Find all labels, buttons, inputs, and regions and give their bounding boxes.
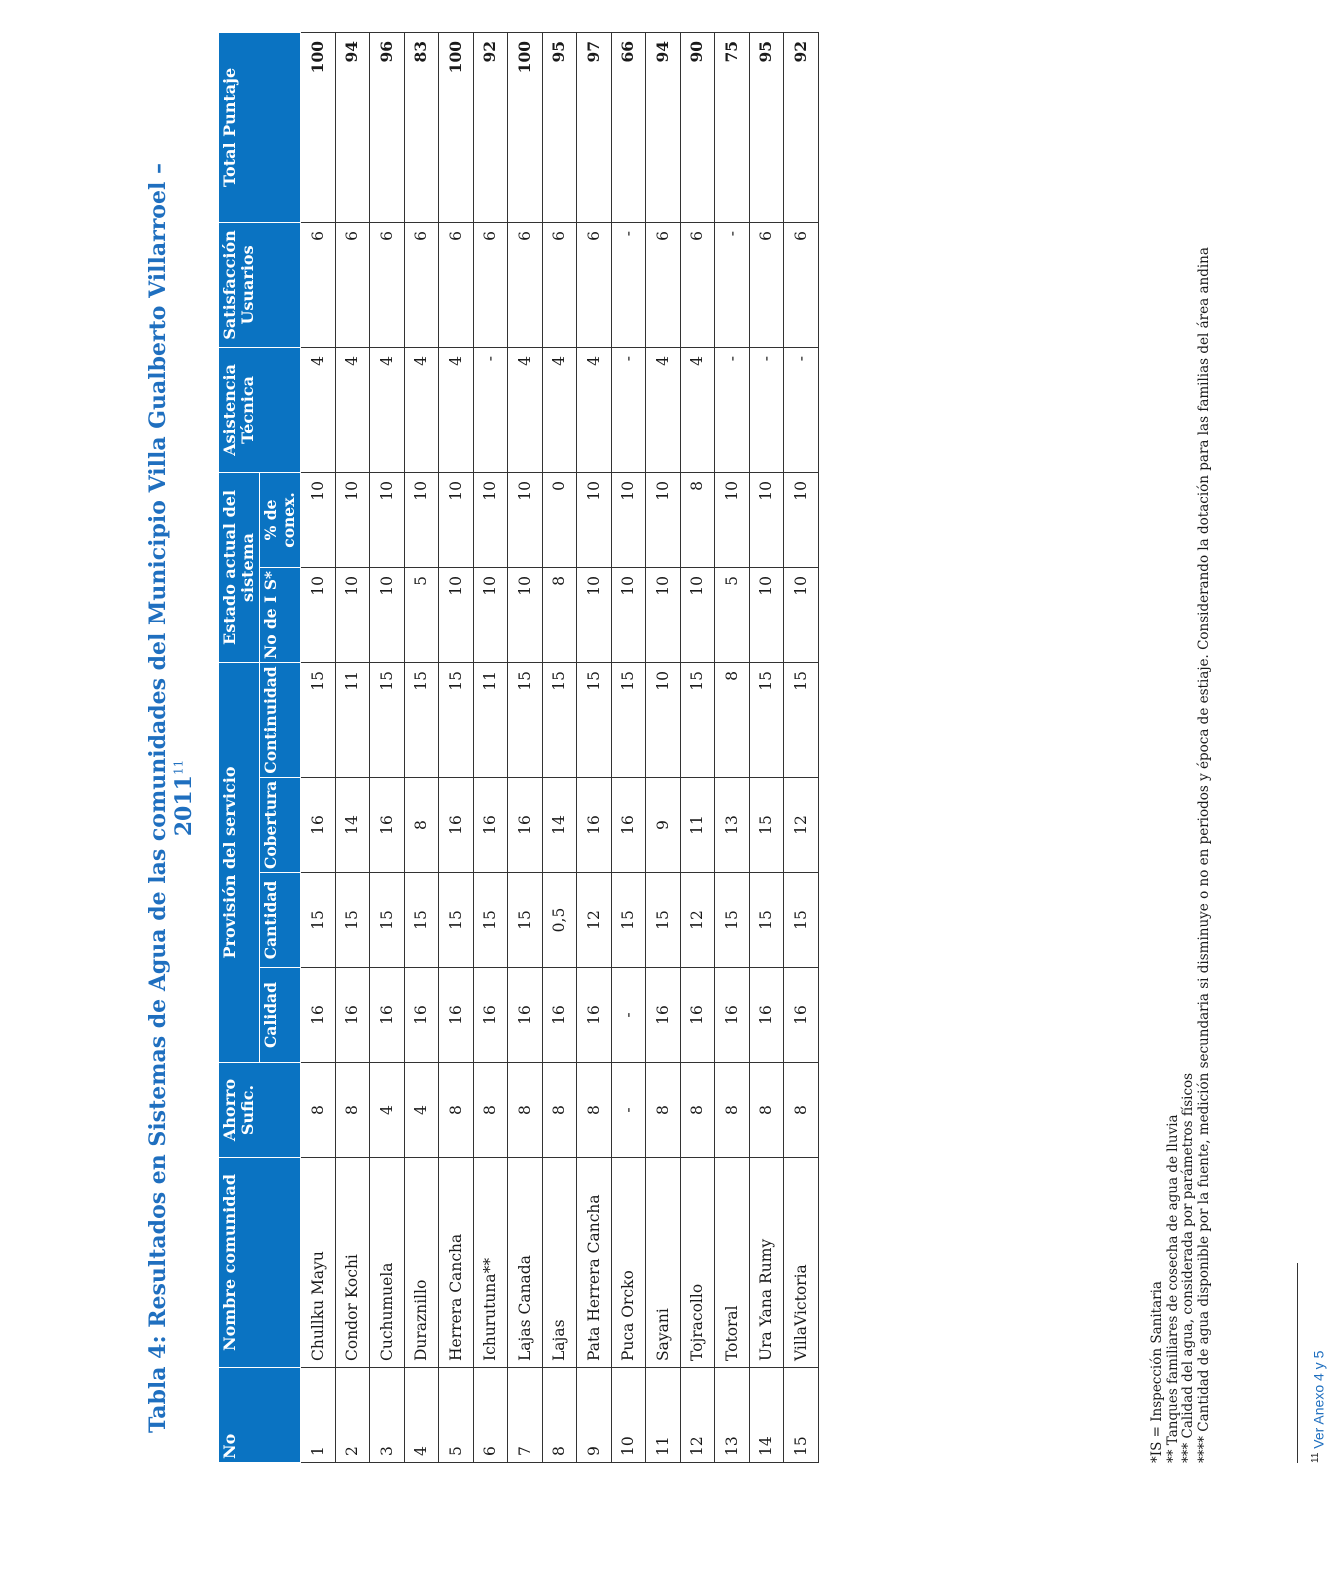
cell-nombre: Sayani xyxy=(646,1158,681,1368)
table-row xyxy=(473,32,508,1462)
footnote xyxy=(1310,1351,1327,1463)
cell-continuidad: 15 xyxy=(370,662,405,777)
footnote-separator xyxy=(1297,1263,1298,1463)
cell-cobertura: 14 xyxy=(335,778,370,873)
header-satisfaccion: Satisfacción Usuarios xyxy=(219,222,301,347)
cell-no: 9 xyxy=(577,1368,612,1463)
footnote-link[interactable]: Ver Anexo 4 y 5 xyxy=(1310,1350,1327,1449)
cell-cobertura: 9 xyxy=(646,778,681,873)
cell-total: 66 xyxy=(611,32,646,222)
cell-cantidad: 15 xyxy=(508,873,543,968)
cell-ahorro: 8 xyxy=(577,1063,612,1158)
cell-cantidad: 12 xyxy=(680,873,715,968)
table-row xyxy=(784,32,819,1462)
cell-asistencia: 4 xyxy=(680,347,715,472)
table-row xyxy=(749,32,784,1462)
header-row-1 xyxy=(219,32,260,1462)
cell-calidad: 16 xyxy=(473,968,508,1063)
cell-cantidad: 12 xyxy=(577,873,612,968)
table-title xyxy=(145,133,197,1463)
cell-asistencia: 4 xyxy=(301,347,336,472)
cell-asistencia: 4 xyxy=(370,347,405,472)
cell-ahorro: - xyxy=(611,1063,646,1158)
cell-satisfaccion: 6 xyxy=(646,222,681,347)
header-nombre: Nombre comunidad xyxy=(219,1158,301,1368)
cell-nombre: Totoral xyxy=(715,1158,750,1368)
table-row xyxy=(715,32,750,1462)
cell-nombre: Herrera Cancha xyxy=(439,1158,474,1368)
cell-cantidad: 15 xyxy=(646,873,681,968)
cell-satisfaccion: 6 xyxy=(301,222,336,347)
cell-calidad: 16 xyxy=(335,968,370,1063)
cell-nombre: Ichurutuna** xyxy=(473,1158,508,1368)
header-no: No xyxy=(219,1368,301,1463)
cell-continuidad: 15 xyxy=(301,662,336,777)
cell-nombre: Puca Orcko xyxy=(611,1158,646,1368)
cell-cantidad: 15 xyxy=(611,873,646,968)
cell-continuidad: 15 xyxy=(542,662,577,777)
table-row xyxy=(680,32,715,1462)
cell-cantidad: 15 xyxy=(370,873,405,968)
cell-calidad: 16 xyxy=(508,968,543,1063)
cell-total: 94 xyxy=(646,32,681,222)
cell-ahorro: 8 xyxy=(439,1063,474,1158)
cell-ahorro: 8 xyxy=(301,1063,336,1158)
header-no-is: No de I S* xyxy=(260,567,301,662)
cell-satisfaccion: 6 xyxy=(473,222,508,347)
cell-conex: 10 xyxy=(473,472,508,567)
cell-no: 2 xyxy=(335,1368,370,1463)
cell-satisfaccion: - xyxy=(715,222,750,347)
cell-continuidad: 11 xyxy=(335,662,370,777)
cell-satisfaccion: 6 xyxy=(784,222,819,347)
title-footnote-ref: 11 xyxy=(171,759,186,776)
cell-asistencia: 4 xyxy=(646,347,681,472)
cell-conex: 10 xyxy=(715,472,750,567)
cell-ahorro: 8 xyxy=(784,1063,819,1158)
cell-nombre: Lajas xyxy=(542,1158,577,1368)
header-cobertura: Cobertura xyxy=(260,778,301,873)
cell-ahorro: 8 xyxy=(335,1063,370,1158)
cell-total: 100 xyxy=(439,32,474,222)
cell-calidad: 16 xyxy=(646,968,681,1063)
note-calidad: *** Calidad del agua, considerada por parámetros físicos xyxy=(1180,1072,1196,1463)
cell-ahorro: 8 xyxy=(473,1063,508,1158)
cell-total: 96 xyxy=(370,32,405,222)
cell-asistencia: 4 xyxy=(542,347,577,472)
cell-ahorro: 4 xyxy=(370,1063,405,1158)
cell-conex: 10 xyxy=(404,472,439,567)
cell-cantidad: 15 xyxy=(473,873,508,968)
cell-cobertura: 16 xyxy=(473,778,508,873)
footnote-number: 11 xyxy=(1310,1452,1321,1463)
cell-cobertura: 15 xyxy=(749,778,784,873)
table-row xyxy=(646,32,681,1462)
cell-cantidad: 15 xyxy=(784,873,819,968)
header-cantidad: Cantidad xyxy=(260,873,301,968)
note-tanques: ** Tanques familiares de cosecha de agua de lluvia xyxy=(1164,1114,1181,1463)
cell-calidad: - xyxy=(611,968,646,1063)
cell-cantidad: 0,5 xyxy=(542,873,577,968)
cell-total: 83 xyxy=(404,32,439,222)
cell-continuidad: 15 xyxy=(680,662,715,777)
header-calidad: Calidad xyxy=(260,968,301,1063)
cell-no-is: 10 xyxy=(473,567,508,662)
table-row xyxy=(439,32,474,1462)
cell-no-is: 10 xyxy=(439,567,474,662)
cell-cobertura: 13 xyxy=(715,778,750,873)
cell-no-is: 10 xyxy=(646,567,681,662)
table-row xyxy=(611,32,646,1462)
cell-cobertura: 16 xyxy=(439,778,474,873)
cell-nombre: VillaVictoria xyxy=(784,1158,819,1368)
cell-no: 7 xyxy=(508,1368,543,1463)
cell-cantidad: 15 xyxy=(715,873,750,968)
cell-conex: 10 xyxy=(577,472,612,567)
header-estado: Estado actual del sistema xyxy=(219,472,260,662)
cell-total: 94 xyxy=(335,32,370,222)
cell-no: 14 xyxy=(749,1368,784,1463)
cell-asistencia: 4 xyxy=(335,347,370,472)
cell-conex: 10 xyxy=(646,472,681,567)
cell-conex: 10 xyxy=(749,472,784,567)
cell-no-is: 10 xyxy=(370,567,405,662)
cell-calidad: 16 xyxy=(680,968,715,1063)
cell-no: 13 xyxy=(715,1368,750,1463)
header-conex: % de conex. xyxy=(260,472,301,567)
cell-calidad: 16 xyxy=(370,968,405,1063)
cell-continuidad: 15 xyxy=(508,662,543,777)
table-notes xyxy=(1150,133,1212,1463)
cell-conex: 10 xyxy=(611,472,646,567)
cell-satisfaccion: 6 xyxy=(508,222,543,347)
cell-satisfaccion: 6 xyxy=(370,222,405,347)
cell-asistencia: 4 xyxy=(577,347,612,472)
cell-no-is: 10 xyxy=(335,567,370,662)
cell-ahorro: 4 xyxy=(404,1063,439,1158)
header-ahorro: Ahorro Sufic. xyxy=(219,1063,301,1158)
cell-calidad: 16 xyxy=(301,968,336,1063)
table-row xyxy=(542,32,577,1462)
cell-calidad: 16 xyxy=(577,968,612,1063)
cell-cantidad: 15 xyxy=(301,873,336,968)
cell-calidad: 16 xyxy=(749,968,784,1063)
cell-conex: 10 xyxy=(784,472,819,567)
cell-satisfaccion: 6 xyxy=(577,222,612,347)
cell-nombre: Tojracollo xyxy=(680,1158,715,1368)
cell-continuidad: 10 xyxy=(646,662,681,777)
cell-continuidad: 15 xyxy=(784,662,819,777)
cell-nombre: Ura Yana Rumy xyxy=(749,1158,784,1368)
cell-nombre: Cuchumuela xyxy=(370,1158,405,1368)
cell-no-is: 10 xyxy=(680,567,715,662)
cell-no-is: 10 xyxy=(611,567,646,662)
cell-total: 90 xyxy=(680,32,715,222)
note-is: *IS = Inspección Sanitaria xyxy=(1149,1281,1165,1463)
cell-total: 75 xyxy=(715,32,750,222)
cell-cobertura: 16 xyxy=(577,778,612,873)
cell-no: 11 xyxy=(646,1368,681,1463)
cell-cantidad: 15 xyxy=(749,873,784,968)
cell-conex: 10 xyxy=(508,472,543,567)
cell-nombre: Lajas Canada xyxy=(508,1158,543,1368)
cell-asistencia: - xyxy=(749,347,784,472)
cell-cobertura: 12 xyxy=(784,778,819,873)
cell-cobertura: 8 xyxy=(404,778,439,873)
cell-satisfaccion: - xyxy=(611,222,646,347)
cell-cobertura: 16 xyxy=(301,778,336,873)
cell-asistencia: 4 xyxy=(404,347,439,472)
cell-satisfaccion: 6 xyxy=(680,222,715,347)
table-title-text: Tabla 4: Resultados en Sistemas de Agua de las comunidades del Municipio Villa Gualberto Villarroel – 2011 xyxy=(145,163,197,1434)
cell-nombre: Duraznillo xyxy=(404,1158,439,1368)
cell-cantidad: 15 xyxy=(439,873,474,968)
cell-ahorro: 8 xyxy=(715,1063,750,1158)
cell-no-is: 5 xyxy=(715,567,750,662)
cell-nombre: Pata Herrera Cancha xyxy=(577,1158,612,1368)
cell-continuidad: 11 xyxy=(473,662,508,777)
cell-cantidad: 15 xyxy=(404,873,439,968)
table-row xyxy=(404,32,439,1462)
cell-asistencia: - xyxy=(473,347,508,472)
cell-calidad: 16 xyxy=(542,968,577,1063)
cell-no: 10 xyxy=(611,1368,646,1463)
header-provision: Provisión del servicio xyxy=(219,662,260,1062)
cell-conex: 10 xyxy=(301,472,336,567)
cell-ahorro: 8 xyxy=(749,1063,784,1158)
cell-asistencia: 4 xyxy=(508,347,543,472)
cell-ahorro: 8 xyxy=(542,1063,577,1158)
cell-continuidad: 15 xyxy=(749,662,784,777)
cell-no-is: 10 xyxy=(508,567,543,662)
cell-no-is: 10 xyxy=(749,567,784,662)
cell-continuidad: 15 xyxy=(404,662,439,777)
cell-cobertura: 14 xyxy=(542,778,577,873)
cell-total: 100 xyxy=(508,32,543,222)
cell-total: 95 xyxy=(542,32,577,222)
cell-no: 4 xyxy=(404,1368,439,1463)
cell-no: 3 xyxy=(370,1368,405,1463)
cell-cobertura: 16 xyxy=(508,778,543,873)
cell-total: 100 xyxy=(301,32,336,222)
cell-asistencia: - xyxy=(784,347,819,472)
cell-satisfaccion: 6 xyxy=(542,222,577,347)
table-row xyxy=(370,32,405,1462)
cell-calidad: 16 xyxy=(439,968,474,1063)
table-row xyxy=(508,32,543,1462)
cell-no: 6 xyxy=(473,1368,508,1463)
cell-no: 15 xyxy=(784,1368,819,1463)
cell-continuidad: 15 xyxy=(439,662,474,777)
cell-total: 95 xyxy=(749,32,784,222)
cell-continuidad: 15 xyxy=(577,662,612,777)
cell-asistencia: - xyxy=(715,347,750,472)
cell-total: 97 xyxy=(577,32,612,222)
cell-no: 1 xyxy=(301,1368,336,1463)
cell-total: 92 xyxy=(784,32,819,222)
table-row xyxy=(335,32,370,1462)
cell-calidad: 16 xyxy=(404,968,439,1063)
cell-no: 8 xyxy=(542,1368,577,1463)
cell-conex: 0 xyxy=(542,472,577,567)
cell-cobertura: 16 xyxy=(370,778,405,873)
cell-asistencia: 4 xyxy=(439,347,474,472)
cell-satisfaccion: 6 xyxy=(335,222,370,347)
cell-satisfaccion: 6 xyxy=(404,222,439,347)
cell-cobertura: 16 xyxy=(611,778,646,873)
cell-no-is: 10 xyxy=(784,567,819,662)
note-cantidad: **** Cantidad de agua disponible por la fuente, medición secundaria si disminuye o no en periodos y época de estiaje. Considerando la dotación para las familias del área andina xyxy=(1195,247,1212,1463)
cell-calidad: 16 xyxy=(715,968,750,1063)
cell-cobertura: 11 xyxy=(680,778,715,873)
cell-no: 12 xyxy=(680,1368,715,1463)
cell-satisfaccion: 6 xyxy=(749,222,784,347)
cell-total: 92 xyxy=(473,32,508,222)
cell-continuidad: 15 xyxy=(611,662,646,777)
cell-conex: 10 xyxy=(439,472,474,567)
cell-ahorro: 8 xyxy=(680,1063,715,1158)
cell-satisfaccion: 6 xyxy=(439,222,474,347)
cell-no: 5 xyxy=(439,1368,474,1463)
header-total: Total Puntaje xyxy=(219,32,301,222)
cell-asistencia: - xyxy=(611,347,646,472)
cell-nombre: Chullku Mayu xyxy=(301,1158,336,1368)
cell-ahorro: 8 xyxy=(646,1063,681,1158)
cell-conex: 10 xyxy=(335,472,370,567)
cell-continuidad: 8 xyxy=(715,662,750,777)
cell-no-is: 8 xyxy=(542,567,577,662)
cell-no-is: 5 xyxy=(404,567,439,662)
cell-nombre: Condor Kochi xyxy=(335,1158,370,1368)
results-table xyxy=(218,32,819,1463)
header-asistencia: Asistencia Técnica xyxy=(219,347,301,472)
cell-no-is: 10 xyxy=(577,567,612,662)
cell-conex: 10 xyxy=(370,472,405,567)
table-row xyxy=(577,32,612,1462)
cell-ahorro: 8 xyxy=(508,1063,543,1158)
cell-calidad: 16 xyxy=(784,968,819,1063)
header-continuidad: Continuidad xyxy=(260,662,301,777)
cell-conex: 8 xyxy=(680,472,715,567)
table-row xyxy=(301,32,336,1462)
cell-no-is: 10 xyxy=(301,567,336,662)
cell-cantidad: 15 xyxy=(335,873,370,968)
